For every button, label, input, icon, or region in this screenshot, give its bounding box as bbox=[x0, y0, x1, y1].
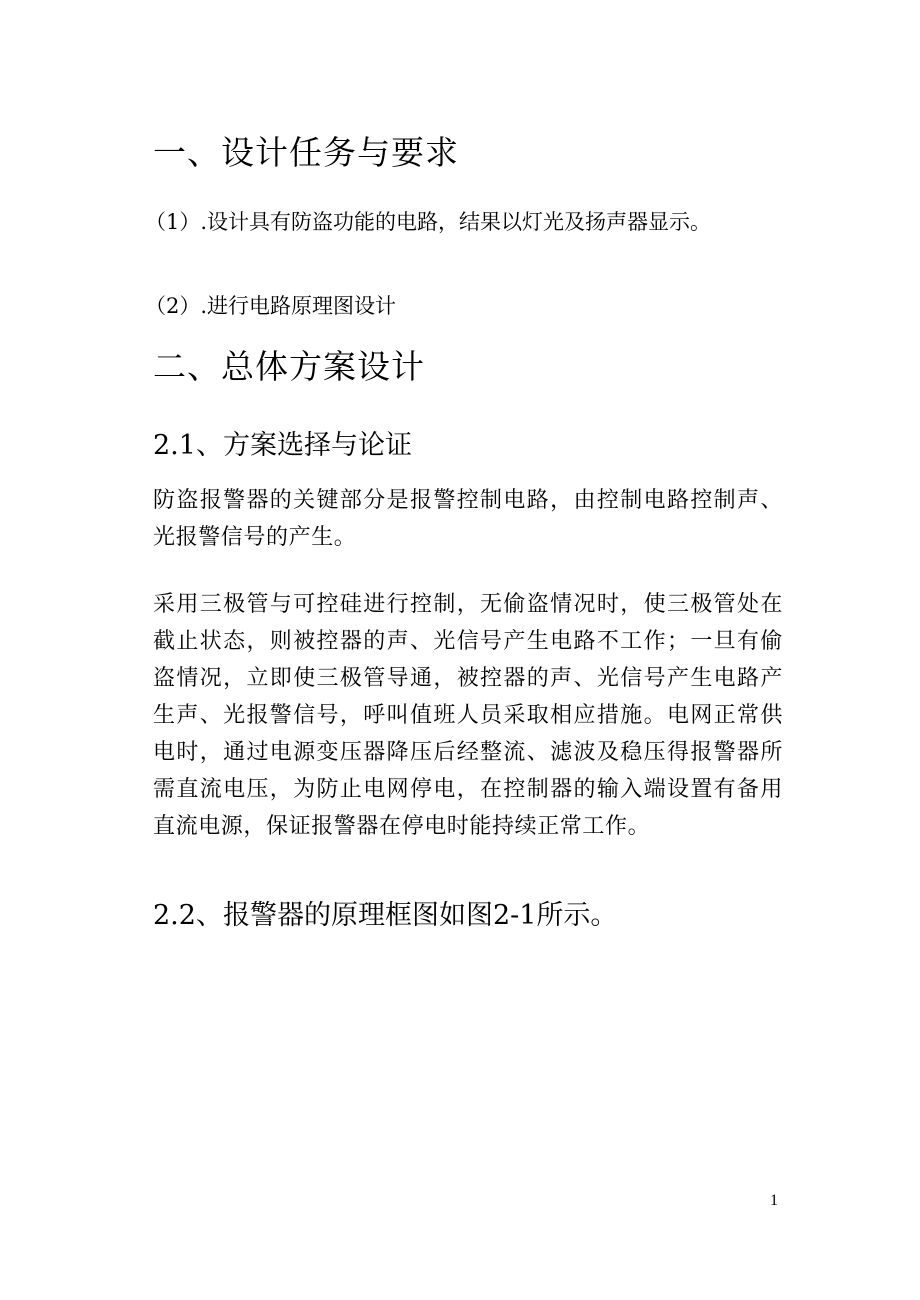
paragraph-transistor-scr: 采用三极管与可控硅进行控制，无偷盗情况时，使三极管处在截止状态，则被控器的声、光信号产生电路不工作；一旦有偷盗情况，立即使三极管导通，被控器的声、光信号产生电路产生声、光报警信号，呼叫值班人员采取相应措施。电网正常供电时，通过电源变压器降压后经整流、滤波及稳压得报警器所需直流电压，为防止电网停电，在控制器的输入端设置有备用直流电源，保证报警器在停电时能持续正常工作。 bbox=[153, 592, 783, 839]
subheading-scheme-selection: 2.1、方案选择与论证 bbox=[153, 430, 412, 461]
section-heading-design-task: 一、设计任务与要求 bbox=[153, 133, 459, 172]
paragraph-alarm-control: 防盗报警器的关键部分是报警控制电路，由控制电路控制声、光报警信号的产生。 bbox=[153, 488, 783, 550]
subheading-block-diagram: 2.2、报警器的原理框图如图2-1所示。 bbox=[153, 900, 618, 931]
requirement-item-2: （2）.进行电路原理图设计 bbox=[145, 294, 397, 318]
page-number: 1 bbox=[770, 1192, 778, 1209]
section-heading-overall-design: 二、总体方案设计 bbox=[153, 347, 425, 386]
requirement-item-1: （1）.设计具有防盗功能的电路，结果以灯光及扬声器显示。 bbox=[145, 210, 712, 234]
